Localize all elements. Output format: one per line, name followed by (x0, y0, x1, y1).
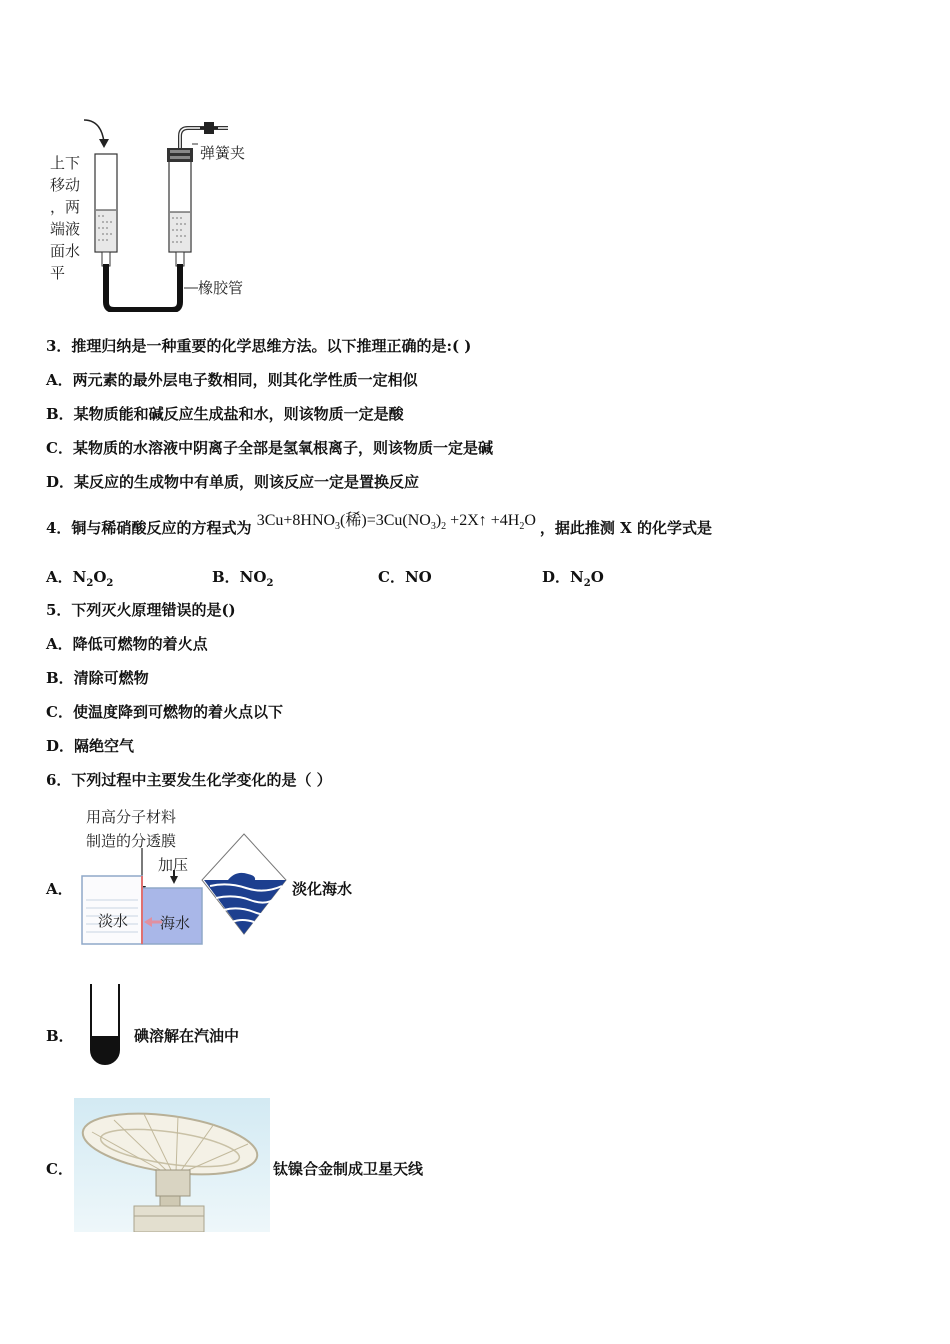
q3-option-c: C．某物质的水溶液中阴离子全部是氢氧根离子，则该物质一定是碱 (46, 439, 493, 457)
q4-option-a (46, 566, 113, 589)
q6-option-c-letter: C． (46, 1160, 73, 1178)
left-label-line: 面水 (50, 242, 81, 260)
q6-option-b-text: 碘溶解在汽油中 (134, 1027, 240, 1045)
eq-sub: 2 (519, 521, 525, 533)
q5-option-a: A．降低可燃物的着火点 (46, 635, 208, 653)
q4-option-b (212, 566, 273, 589)
eq-sub: 3 (335, 521, 341, 533)
q6-option-a-text: 淡化海水 (292, 880, 353, 898)
opt-text: A．N (46, 568, 87, 586)
opt-text: O (93, 568, 107, 586)
satellite-dish-photo (74, 1098, 270, 1232)
left-label-line: 上下 (50, 154, 81, 172)
eq-sub: 3 (430, 521, 436, 533)
q5-stem: 5．下列灭火原理错误的是() (46, 601, 236, 619)
q3-stem: 3．推理归纳是一种重要的化学思维方法。以下推理正确的是:( ) (46, 337, 472, 355)
q3-option-a: A．两元素的最外层电子数相同，则其化学性质一定相似 (46, 371, 418, 389)
q3-option-d: D．某反应的生成物中有单质，则该反应一定是置换反应 (46, 473, 420, 491)
q4-stem-suffix: ，据此推测 X 的化学式是 (539, 519, 712, 537)
eq-sub: 2 (441, 521, 447, 533)
q5-option-c: C．使温度降到可燃物的着火点以下 (46, 703, 283, 721)
membrane-label-1: 用高分子材料 (86, 808, 177, 826)
membrane-label-2: 制造的分透膜 (86, 832, 177, 850)
sea-water-label: 海水 (160, 914, 191, 932)
eq-part: +2X↑ +4H (446, 512, 520, 529)
q4-stem (46, 512, 712, 545)
pressure-label: 加压 (158, 856, 189, 874)
opt-sub: 2 (266, 578, 274, 589)
q4-option-d (542, 566, 604, 589)
fresh-water-label: 淡水 (98, 912, 129, 930)
clamp-label: 弹簧夹 (200, 144, 246, 162)
q5-option-d: D．隔绝空气 (46, 737, 135, 755)
q5-option-b: B．清除可燃物 (46, 669, 149, 687)
opt-text: O (590, 568, 604, 586)
q6-option-c-text: 钛镍合金制成卫星天线 (273, 1160, 424, 1178)
q6-option-a-letter: A． (46, 880, 73, 898)
left-label-line: 端液 (50, 220, 81, 238)
q6-option-b-letter: B． (46, 1027, 74, 1045)
left-label-line: 平 (50, 264, 66, 282)
q3-option-b: B．某物质能和碱反应生成盐和水，则该物质一定是酸 (46, 405, 404, 423)
q4-stem-prefix: 4．铜与稀硝酸反应的方程式为 (46, 519, 252, 537)
apparatus-figure (46, 112, 266, 312)
q6-stem: 6．下列过程中主要发生化学变化的是（ ） (46, 771, 332, 789)
q4-option-c: C．NO (378, 568, 432, 586)
eq-part: O (524, 512, 536, 529)
opt-sub: 2 (86, 578, 94, 589)
eq-part: 3Cu+8HNO (256, 512, 336, 529)
opt-text: D．N (542, 568, 584, 586)
opt-sub: 2 (583, 578, 591, 589)
opt-text: B．NO (212, 568, 267, 586)
opt-sub: 2 (106, 578, 114, 589)
eq-part: ) (435, 512, 442, 529)
q4-equation (256, 512, 540, 533)
rubber-tube-label: 橡胶管 (198, 279, 244, 297)
test-tube-drawing (88, 984, 122, 1070)
left-label-line: ，两 (50, 198, 81, 216)
desalination-figure (78, 804, 368, 949)
left-label-line: 移动 (50, 176, 81, 194)
eq-part: (稀)=3Cu(NO (340, 512, 431, 529)
